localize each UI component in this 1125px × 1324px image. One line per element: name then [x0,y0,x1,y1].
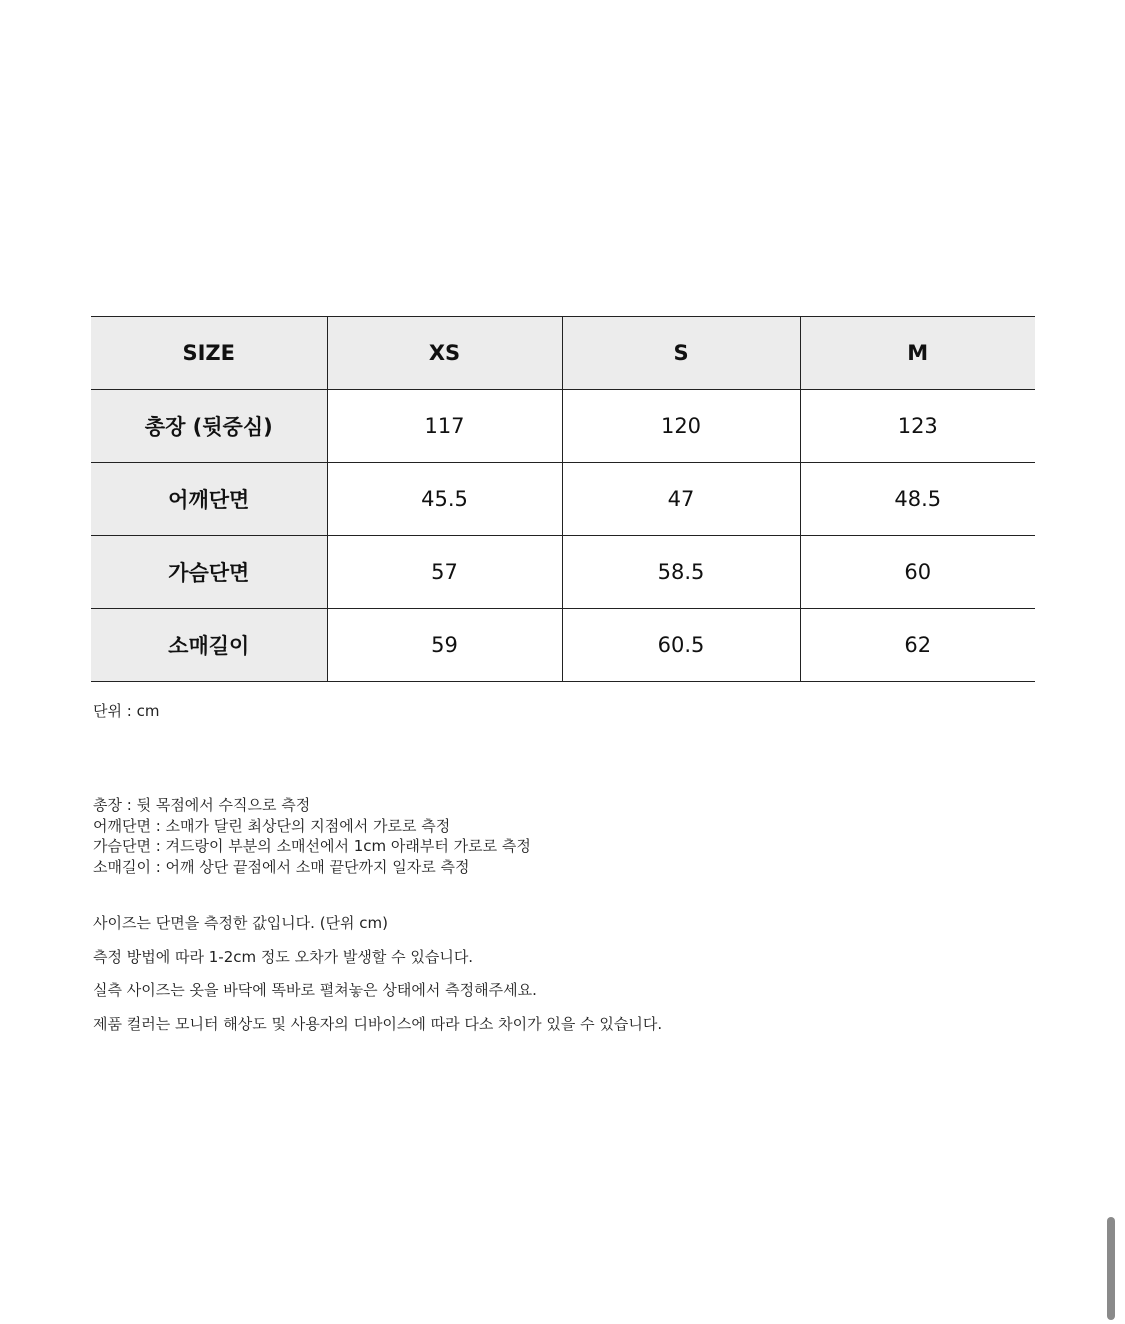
size-header-row [91,317,1035,390]
table-cell: 58.5 [562,536,800,609]
table-cell: 45.5 [327,463,562,536]
table-cell: 62 [800,609,1035,682]
list-item: 실측 사이즈는 옷을 바닥에 똑바로 펼쳐놓은 상태에서 측정해주세요. [93,981,537,999]
table-cell: 60 [800,536,1035,609]
table-cell: 47 [562,463,800,536]
unit-label: 단위 : cm [93,702,160,720]
table-cell: 57 [327,536,562,609]
list-item: 소매길이 : 어깨 상단 끝점에서 소매 끝단까지 일자로 측정 [93,857,470,876]
header-xs: XS [327,317,562,390]
vertical-scrollbar[interactable] [1107,1217,1115,1320]
header-m: M [800,317,1035,390]
row-label-chest: 가슴단면 [91,536,327,609]
table-row [91,463,1035,536]
measurement-notes [93,795,531,877]
table-cell: 120 [562,390,800,463]
list-item: 사이즈는 단면을 측정한 값입니다. (단위 cm) [93,914,389,932]
row-label-total-length: 총장 (뒷중심) [91,390,327,463]
header-s: S [562,317,800,390]
list-item: 가슴단면 : 겨드랑이 부분의 소매선에서 1cm 아래부터 가로로 측정 [93,837,531,855]
disclaimer-notes [93,911,662,1045]
row-label-sleeve: 소매길이 [91,609,327,682]
table-cell: 48.5 [800,463,1035,536]
table-row [91,609,1035,682]
table-cell: 123 [800,390,1035,463]
list-item: 어깨단면 : 소매가 달린 최상단의 지점에서 가로로 측정 [93,816,451,835]
list-item: 제품 컬러는 모니터 해상도 및 사용자의 디바이스에 따라 다소 차이가 있을 수 있습니다. [93,1014,663,1033]
list-item: 측정 방법에 따라 1-2cm 정도 오차가 발생할 수 있습니다. [93,947,474,966]
table-row [91,536,1035,609]
header-size: SIZE [91,317,327,390]
table-cell: 60.5 [562,609,800,682]
row-label-shoulder: 어깨단면 [91,463,327,536]
table-row [91,390,1035,463]
table-cell: 59 [327,609,562,682]
size-chart-table [91,316,1035,682]
list-item: 총장 : 뒷 목점에서 수직으로 측정 [93,796,311,814]
table-cell: 117 [327,390,562,463]
